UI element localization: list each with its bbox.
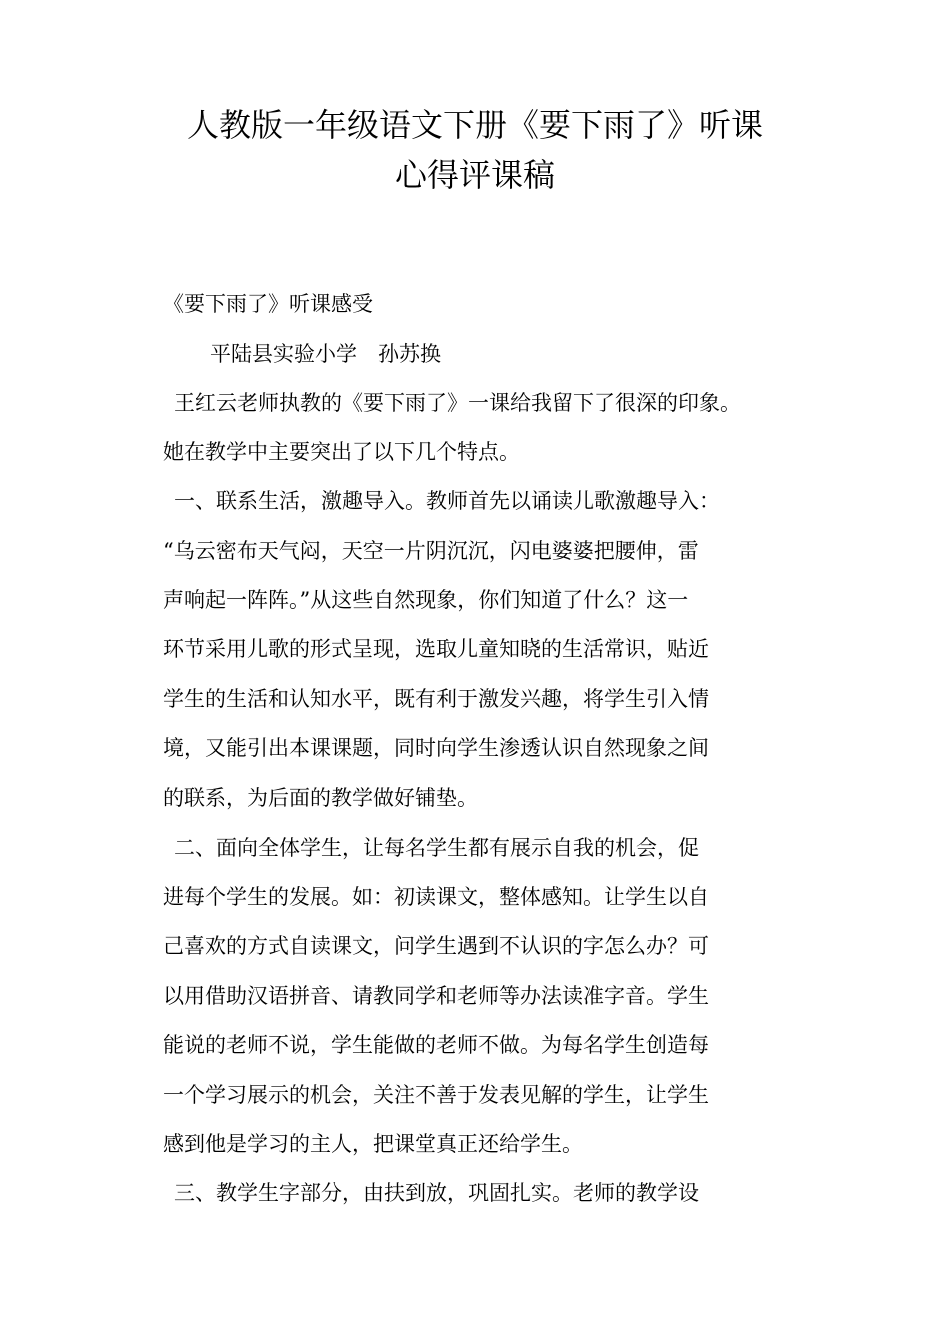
body-line: 声响起一阵阵。”从这些自然现象，你们知道了什么？这一 <box>163 588 689 612</box>
body-line: 境，又能引出本课课题，同时向学生渗透认识自然现象之间 <box>163 736 709 760</box>
body-line: 王红云老师执教的《要下雨了》一课给我留下了很深的印象。 <box>174 391 741 415</box>
body-line: 的联系，为后面的教学做好铺垫。 <box>163 786 478 810</box>
body-line: 一个学习展示的机会，关注不善于发表见解的学生，让学生 <box>163 1083 709 1107</box>
author-line: 平陆县实验小学 孙苏换 <box>210 342 441 366</box>
body-line: 学生的生活和认知水平，既有利于激发兴趣，将学生引入情 <box>163 687 709 711</box>
body-line: 进每个学生的发展。如：初读课文，整体感知。让学生以自 <box>163 885 709 909</box>
body-line: 己喜欢的方式自读课文，问学生遇到不认识的字怎么办？可 <box>163 934 709 958</box>
body-line: 她在教学中主要突出了以下几个特点。 <box>163 440 520 464</box>
body-line: 三、教学生字部分，由扶到放，巩固扎实。老师的教学设 <box>174 1181 699 1205</box>
body-line: 以用借助汉语拼音、请教同学和老师等办法读准字音。学生 <box>163 984 709 1008</box>
body-line: 二、面向全体学生，让每名学生都有展示自我的机会，促 <box>174 836 699 860</box>
body-line: 一、联系生活，激趣导入。教师首先以诵读儿歌激趣导入： <box>174 489 720 513</box>
body-line: 能说的老师不说，学生能做的老师不做。为每名学生创造每 <box>163 1033 709 1057</box>
section-heading: 《要下雨了》听课感受 <box>163 292 373 316</box>
body-line: “乌云密布天气闷，天空一片阴沉沉，闪电婆婆把腰伸，雷 <box>163 539 699 563</box>
document-title-line-2: 心得评课稿 <box>394 156 555 194</box>
body-line: 环节采用儿歌的形式呈现，选取儿童知晓的生活常识，贴近 <box>163 637 709 661</box>
body-line: 感到他是学习的主人，把课堂真正还给学生。 <box>163 1132 583 1156</box>
document-title-line-1: 人教版一年级语文下册《要下雨了》听课 <box>186 106 763 144</box>
